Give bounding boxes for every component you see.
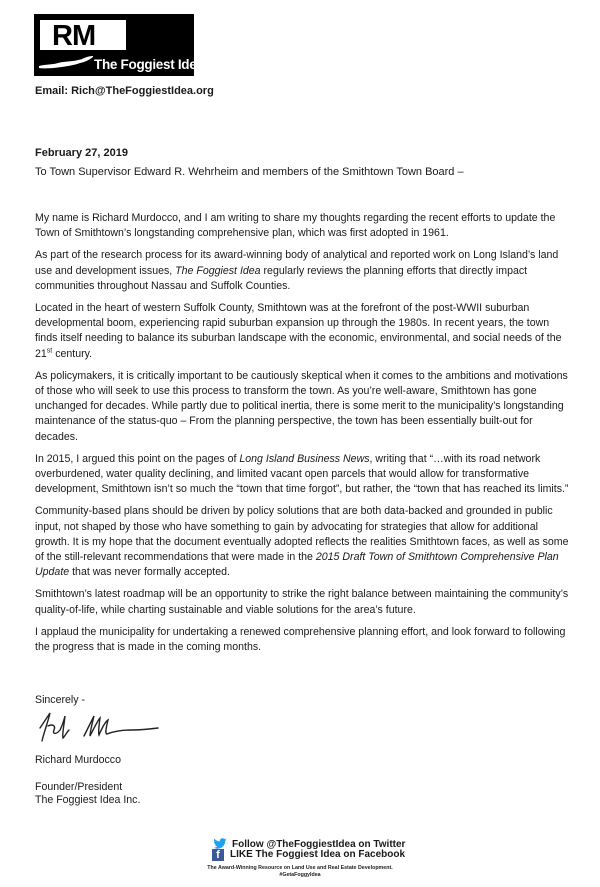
paragraph-4: As policymakers, it is critically important to be cautiously skeptical when it comes to the ambitions and motivations of those who will seek to use this process to transform the town. As you’re well-aware, Smithtown has gone unchanged for decades. While partly due to political inertia, there is some merit to the municipality’s longstanding maintenance of the status-quo – From the planning perspective, the town has been essentially built-out for decades. (35, 369, 568, 443)
footer-hashtag: #GetaFoggyIdea (279, 871, 321, 878)
closing: Sincerely - (35, 694, 86, 706)
facebook-text: LIKE The Foggiest Idea on Facebook (230, 849, 406, 860)
signer-title: Founder/President (35, 781, 123, 793)
signature (34, 708, 160, 746)
salutation: To Town Supervisor Edward R. Wehrheim and members of the Smithtown Town Board – (35, 166, 464, 178)
paragraph-1: My name is Richard Murdocco, and I am writing to share my thoughts regarding the recent efforts to update the Town of Smithtown’s longstanding comprehensive plan, which was first adopted in 1961. (35, 212, 556, 240)
signer-details (35, 781, 140, 807)
twitter-bird-icon (214, 838, 227, 849)
logo-letters: RM (39, 19, 127, 51)
logo-tagline: The Foggiest Idea (94, 57, 204, 72)
paragraph-6: Community-based plans should be driven by policy solutions that are both data-backed and grounded in public input, not shaped by those who have something to gain by advocating for strategies that allow for additional growth. It is my hope that the document eventually adopted reflects the realities Smithtown faces, as well as some of the still-relevant recommendations that were made in the 2015 Draft Town of Smithtown Comprehensive Plan Update that was never formally accepted. (35, 505, 569, 579)
email-address[interactable]: Email: Rich@TheFoggiestIdea.org (35, 85, 214, 97)
long-island-map-icon (38, 56, 94, 70)
footer-tagline: The Award-Winning Resource on Land Use and Real Estate Development. (207, 865, 393, 871)
paragraph-3: Located in the heart of western Suffolk County, Smithtown was at the forefront of the post-WWII suburban developmental boom, experiencing rapid suburban expansion up through the 1980s. In recent years, the town finds itself needing to balance its suburban landscape with the economic, environmental, and social needs of the 21st century. (35, 302, 562, 360)
paragraph-2: As part of the research process for its award-winning body of analytical and reported work on Long Island’s land use and development issues, The Foggiest Idea regularly reviews the planning efforts that directly impact communities throughout Nassau and Suffolk Counties. (35, 249, 559, 292)
signer-name: Richard Murdocco (35, 754, 121, 766)
facebook-link[interactable] (212, 849, 405, 861)
letter-date: February 27, 2019 (35, 147, 128, 159)
letter-body (35, 211, 571, 662)
paragraph-5: In 2015, I argued this point on the pages of Long Island Business News, writing that “…with its road network overburdened, water quality declining, and limited vacant open parcels that would allow for transformative development, Smithtown isn’t so much the “town that time forgot”, but rather, the “town that has reached its limits.” (35, 452, 569, 496)
footer-tagline-block (0, 865, 600, 878)
logo (34, 14, 204, 76)
signer-org: The Foggiest Idea Inc. (35, 794, 141, 806)
paragraph-7: Smithtown’s latest roadmap will be an opportunity to strike the right balance between maintaining the community’s quality-of-life, while charting sustainable and viable solutions for the area’s future. (35, 588, 569, 616)
facebook-icon: f (212, 849, 224, 861)
paragraph-8: I applaud the municipality for undertaking a renewed comprehensive planning effort, and look forward to following the progress that is made in the coming months. (35, 625, 566, 654)
twitter-text: Follow @TheFoggiestIdea on Twitter (232, 839, 406, 850)
